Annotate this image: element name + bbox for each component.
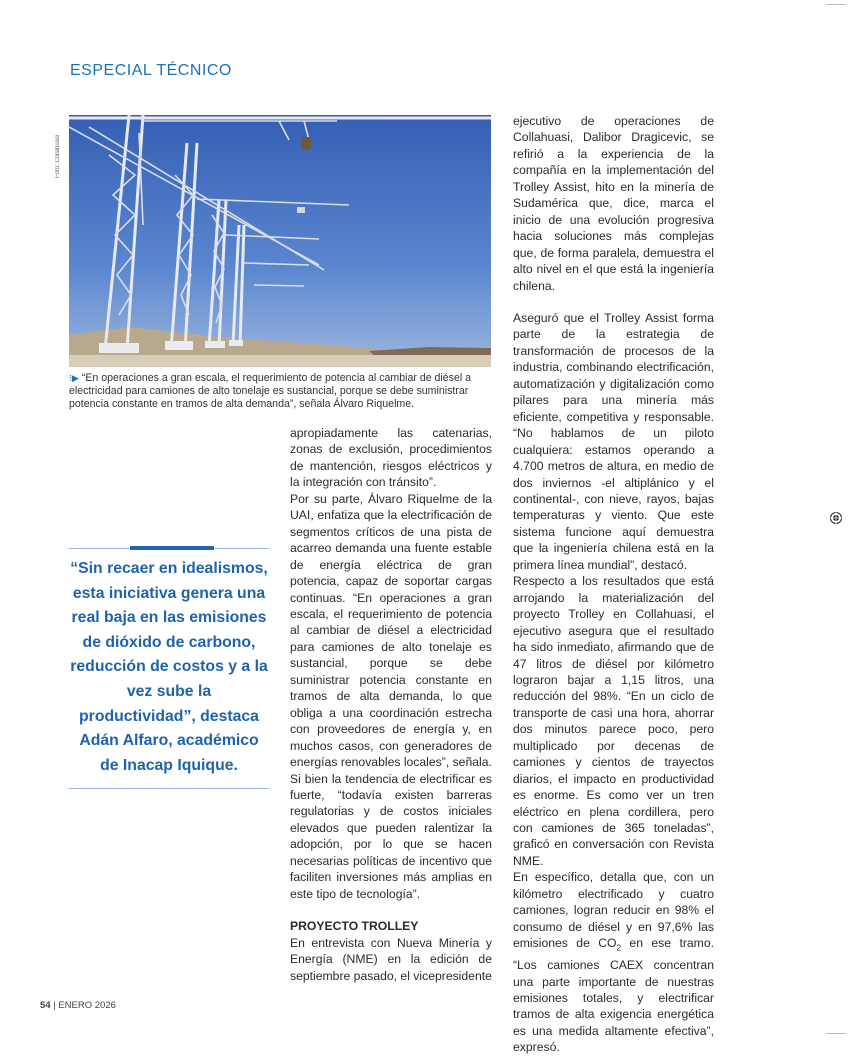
page-footer <box>40 1000 116 1011</box>
paragraph-text: en ese tramo. “Los camiones CAEX concentran una parte importante de nuestras emisiones totales, y electrificar tramos de alta exigencia energética es una medida altamente efectiva”, expresó. <box>513 936 714 1055</box>
caption-text: “En operaciones a gran escala, el requerimiento de potencia al cambiar de diésel a electricidad para camiones de alto tonelaje es sustancial, porque se debe suministrar potencia constante en tramos de alta demanda”, señala Álvaro Riquelme. <box>69 372 472 410</box>
photo-credit: Foto: Collahuasi <box>55 134 61 178</box>
subscript: 2 <box>616 943 621 953</box>
page-number: 54 <box>40 1000 51 1011</box>
section-title: ESPECIAL TÉCNICO <box>70 62 232 79</box>
subheading: PROYECTO TROLLEY <box>290 919 419 934</box>
issue-date: ENERO 2026 <box>58 1000 116 1011</box>
photo-caption <box>69 372 493 411</box>
article-column-right <box>513 113 714 1056</box>
caption-marker-icon: ⁝▶ <box>69 373 79 383</box>
paragraph: apropiadamente las catenarias, zonas de exclusión, procedimientos de mantención, riesgos eléctricos y la integración con tránsito”. <box>290 426 492 490</box>
trolley-photo <box>69 115 491 367</box>
pull-quote-text: “Sin recaer en idealismos, esta iniciativa genera una real baja en las emisiones de dióxido de carbono, reducción de costos y a la vez sube la productividad”, destaca Adán Alfaro, académico de Inacap Iquique. <box>70 560 268 774</box>
paragraph: Aseguró que el Trolley Assist forma parte de la estrategia de transformación de procesos de la industria, combinando electrificación, automatización y digitalización como pilares para una minería más eficiente, competitiva y responsable. “No hablamos de un piloto cualquiera: estamos operando a 4.700 metros de altura, en medio de dos inviernos -el altiplánico y el continental-, con nieve, rayos, bajas temperaturas y viento. Que este sistema funcione aquí demuestra que la ingeniería chilena está en la primera línea mundial”, destacó. <box>513 310 714 572</box>
crop-mark <box>826 1033 846 1034</box>
paragraph: En entrevista con Nueva Minería y Energía (NME) en la edición de septiembre pasado, el vicepresidente <box>290 935 492 983</box>
paragraph: Si bien la tendencia de electrificar es fuerte, “todavía existen barreras regulatorias y de costos iniciales elevados que pueden ralentizar la adopción, por lo que se hacen necesarias políticas de incentivo que faciliten inversiones más amplias en este tipo de tecnología”. <box>290 771 492 901</box>
paragraph: Respecto a los resultados que está arrojando la materialización del proyecto Trolley en Collahuasi, el ejecutivo asegura que el resultado ha sido inmediato, afirmando que de 47 litros de diésel por kilómetro lograron bajar a 1,15 litros, una reducción del 98%. “En un ciclo de transporte de casi una hora, ahorrar dos minutos parece poco, pero multiplicado por decenas de camiones y cientos de trayectos diarios, el impacto en productividad es enorme. Es como ver un tren eléctrico en plena cordillera, pero con camiones de 365 toneladas”, graficó en conversación con Revista NME. <box>513 574 714 868</box>
registration-mark-icon <box>829 511 843 525</box>
footer-separator: | <box>50 1000 59 1011</box>
crop-mark <box>826 4 846 5</box>
paragraph-text: En específico, detalla que, con un kilómetro electrificado y cuatro camiones, logran reducir en 98% el consumo de diésel y en 97,6% las emisiones de CO <box>513 870 714 951</box>
pull-quote-accent-bar <box>130 546 214 550</box>
pull-quote-bottom-rule <box>69 788 269 789</box>
paragraph: ejecutivo de operaciones de Collahuasi, Dalibor Dragicevic, se refirió a la experiencia de la compañía en la implementación del Trolley Assist, hito en la minería de Sudamérica que, dice, marca el inicio de una evolución progresiva hacia soluciones más complejas que, de forma paralela, demuestra el alto nivel en el que está la ingeniería chilena. <box>513 114 714 293</box>
paragraph <box>513 869 714 1055</box>
paragraph: Por su parte, Álvaro Riquelme de la UAI, enfatiza que la electrificación de segmentos críticos de una pista de acarreo demanda una fuente estable de energía eléctrica de gran potencia, capaz de soportar cargas continuas. “En operaciones a gran escala, el requerimiento de potencia al cambiar de diésel a electricidad para camiones de alto tonelaje es sustancial, porque se debe suministrar potencia constante en tramos de alta demanda, lo que obliga a una coordinación estrecha con proveedores de energía y, en muchos casos, con generadores de energías renovables locales”, señala. <box>290 491 492 770</box>
article-column-middle <box>290 425 492 984</box>
pull-quote <box>69 548 269 789</box>
